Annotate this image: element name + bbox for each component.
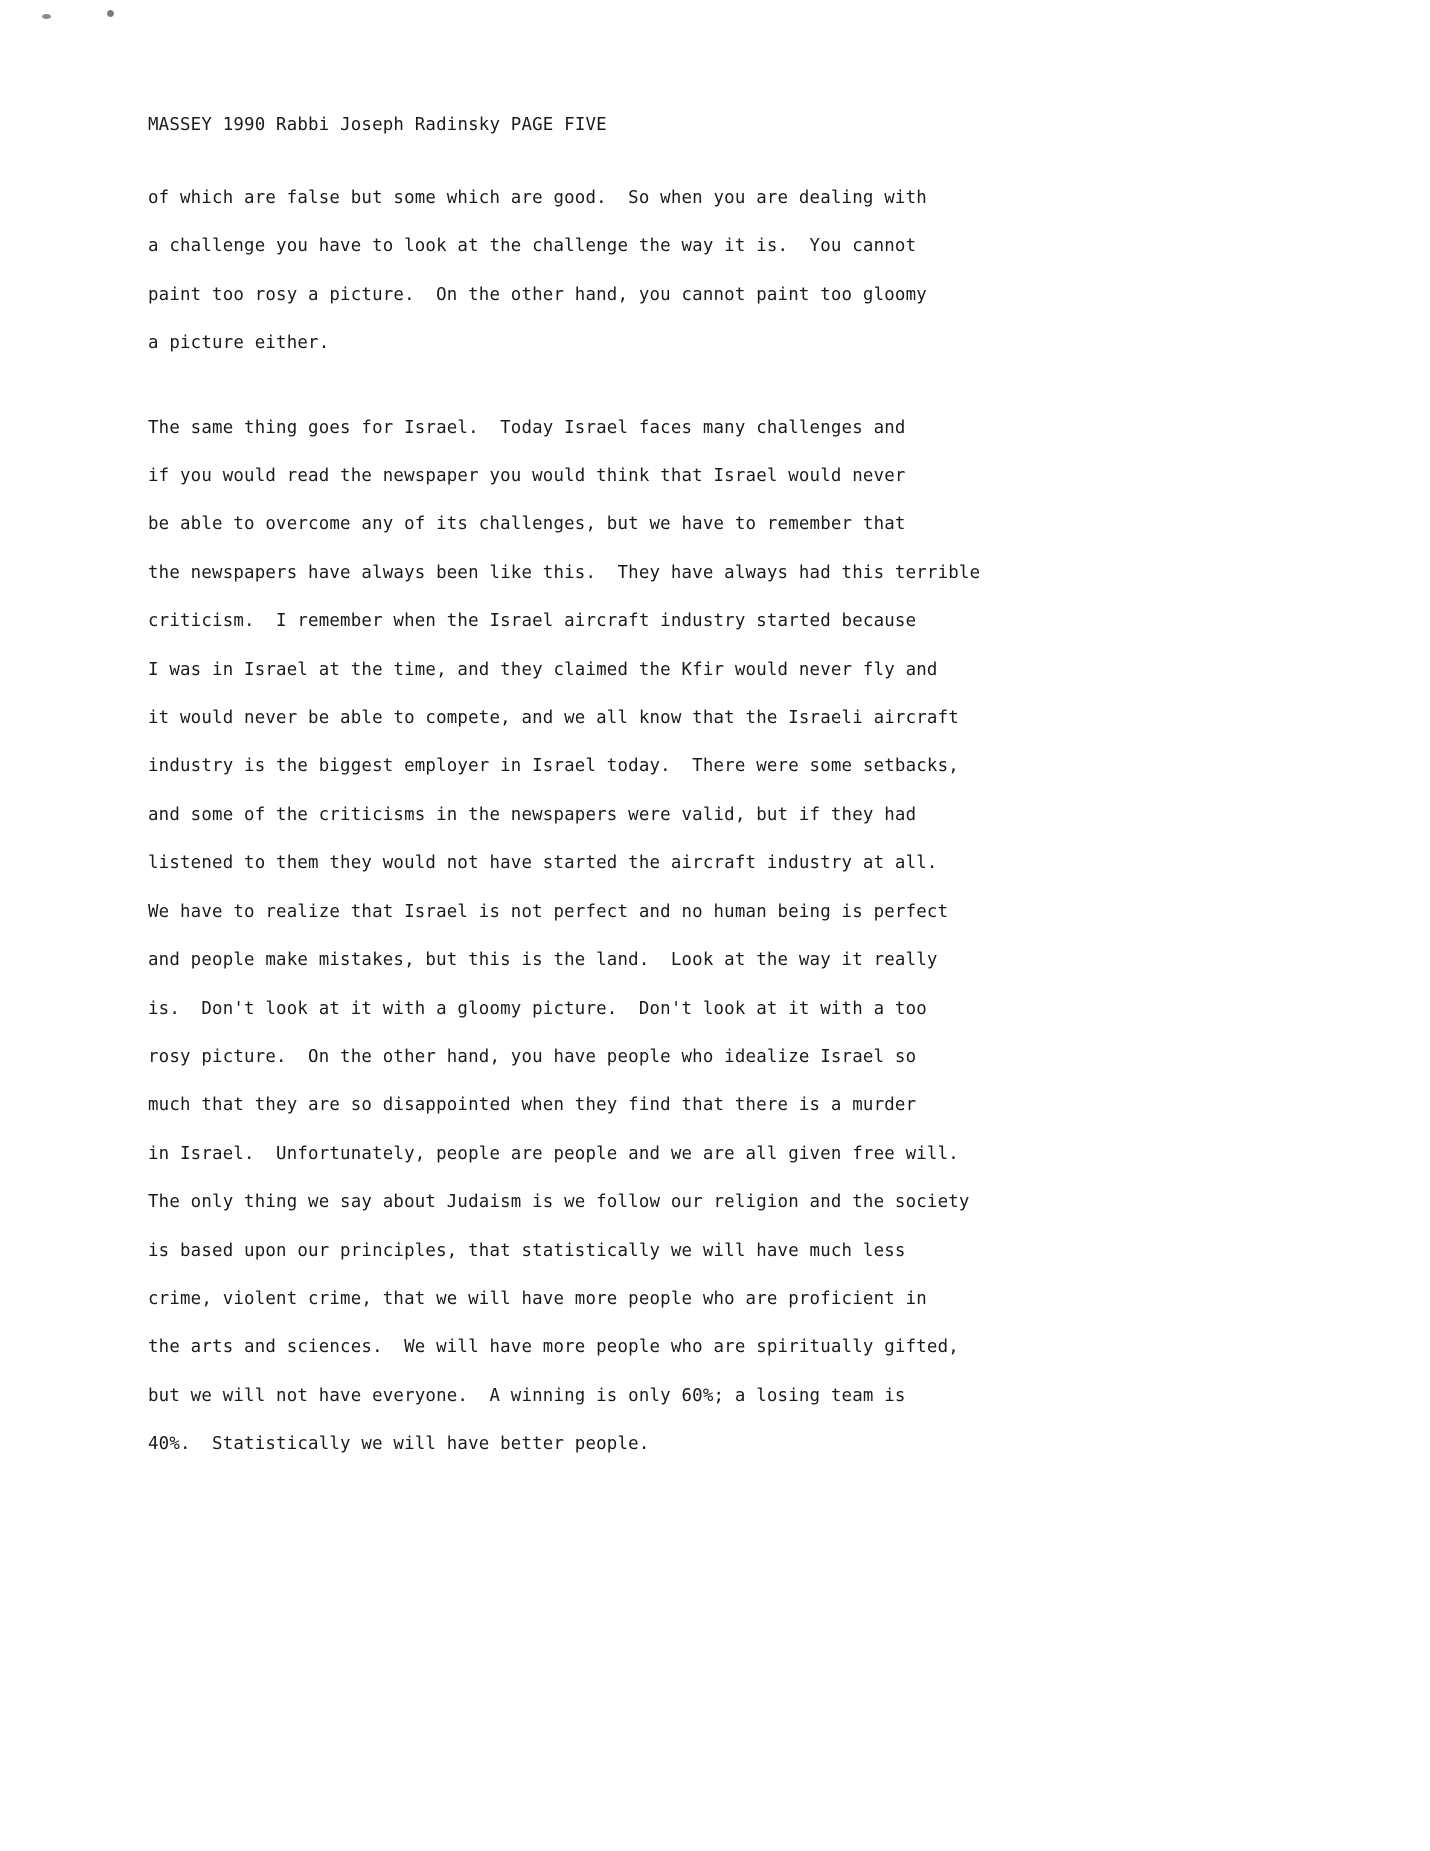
- text-line: is based upon our principles, that statistically we will have much less: [148, 1240, 906, 1261]
- header-line-title: MASSEY 1990: [148, 115, 266, 135]
- text-line: much that they are so disappointed when they find that there is a murder: [148, 1095, 917, 1116]
- text-line: of which are false but some which are good. So when you are dealing with: [148, 188, 927, 208]
- text-line: in Israel. Unfortunately, people are people and we are all given free will.: [148, 1143, 959, 1164]
- document-header: [148, 110, 1248, 140]
- text-line: the arts and sciences. We will have more people who are spiritually gifted,: [148, 1337, 959, 1358]
- scan-artifact-speck: [42, 14, 51, 19]
- text-line: but we will not have everyone. A winning is only 60%; a losing team is: [148, 1385, 906, 1406]
- text-line: 40%. Statistically we will have better people.: [148, 1434, 650, 1455]
- text-line: if you would read the newspaper you would think that Israel would never: [148, 466, 906, 487]
- text-line: is. Don't look at it with a gloomy picture. Don't look at it with a too: [148, 998, 927, 1019]
- scan-artifact-speck: [107, 10, 114, 17]
- text-line: be able to overcome any of its challenges, but we have to remember that: [148, 514, 906, 535]
- text-line: the newspapers have always been like this. They have always had this terrible: [148, 562, 981, 583]
- text-line: paint too rosy a picture. On the other hand, you cannot paint too gloomy: [148, 284, 927, 305]
- document-body: [148, 110, 1248, 1469]
- text-line: We have to realize that Israel is not perfect and no human being is perfect: [148, 901, 949, 922]
- text-line: The only thing we say about Judaism is we follow our religion and the society: [148, 1192, 970, 1213]
- text-line: The same thing goes for Israel. Today Israel faces many challenges and: [148, 417, 906, 438]
- text-line: crime, violent crime, that we will have more people who are proficient in: [148, 1288, 927, 1309]
- text-line: a challenge you have to look at the challenge the way it is. You cannot: [148, 236, 917, 257]
- text-line: it would never be able to compete, and we all know that the Israeli aircraft: [148, 708, 959, 729]
- text-line: and some of the criticisms in the newspapers were valid, but if they had: [148, 804, 917, 825]
- header-line-page: PAGE FIVE: [510, 115, 607, 135]
- text-line: listened to them they would not have started the aircraft industry at all.: [148, 853, 938, 874]
- text-line: rosy picture. On the other hand, you have people who idealize Israel so: [148, 1046, 917, 1067]
- paragraph-1: [148, 174, 1248, 368]
- text-line: a picture either.: [148, 333, 330, 354]
- text-line: criticism. I remember when the Israel aircraft industry started because: [148, 611, 917, 632]
- paragraph-2: [148, 404, 1248, 1469]
- header-line-author: Rabbi Joseph Radinsky: [276, 115, 501, 135]
- text-line: I was in Israel at the time, and they claimed the Kfir would never fly and: [148, 659, 938, 680]
- text-line: industry is the biggest employer in Israel today. There were some setbacks,: [148, 756, 959, 777]
- text-line: and people make mistakes, but this is the land. Look at the way it really: [148, 950, 938, 971]
